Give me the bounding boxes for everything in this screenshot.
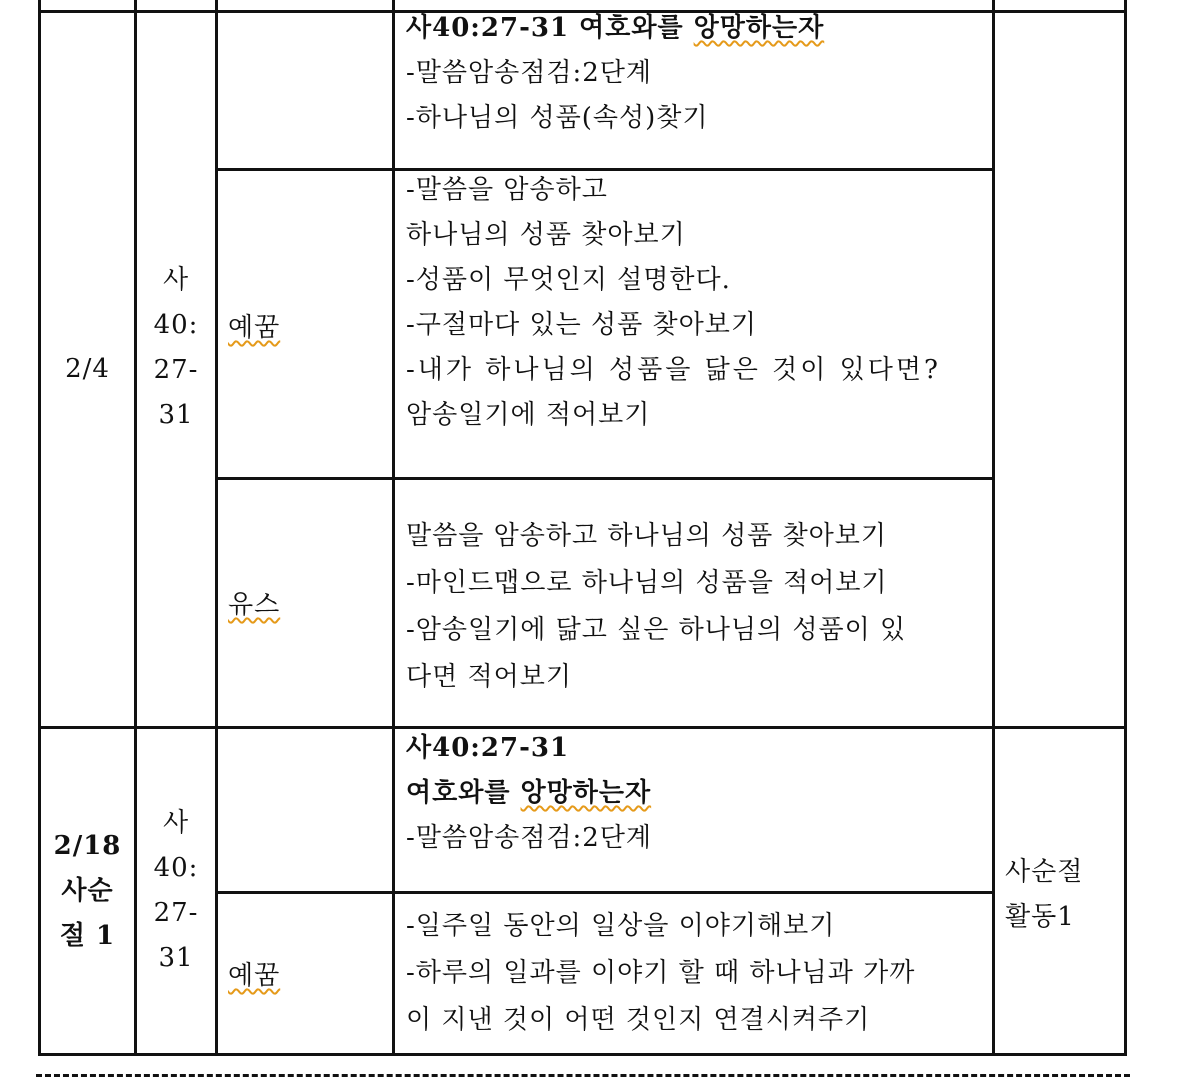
section-content	[406, 726, 986, 890]
column-divider	[392, 0, 395, 1056]
content-line: -말씀암송점검:2단계	[406, 823, 653, 853]
content-line: -내가 하나님의 성품을 닮은 것이 있다면?	[406, 355, 941, 385]
group-text: 예꿈	[228, 961, 281, 991]
content-line	[406, 6, 986, 51]
group-label	[228, 954, 378, 999]
content-line: 하나님의 성품 찾아보기	[406, 220, 686, 250]
section-divider	[215, 891, 995, 894]
group-text: 예꿈	[228, 313, 281, 343]
note-cell	[1005, 850, 1123, 950]
section-divider	[215, 477, 995, 480]
content-line: 사40:27-31	[406, 733, 570, 763]
content-line: -말씀암송점검:2단계	[406, 58, 653, 88]
content-text: 사40:27-31 여호와를	[406, 13, 694, 43]
column-divider	[992, 0, 995, 1056]
dashed-separator	[36, 1074, 1130, 1077]
row-passage	[137, 729, 215, 1053]
row-date	[41, 729, 134, 1053]
content-line: 다면 적어보기	[406, 662, 572, 692]
section-content	[406, 6, 986, 166]
content-line: -하나님의 성품(속성)찾기	[406, 103, 709, 133]
passage-line: 27-	[153, 898, 199, 928]
group-label	[228, 306, 378, 351]
content-line: -마인드맵으로 하나님의 성품을 적어보기	[406, 568, 888, 598]
passage-line: 31	[158, 943, 194, 973]
content-line: 말씀을 암송하고 하나님의 성품 찾아보기	[406, 521, 888, 551]
passage-line: 사	[162, 808, 190, 838]
date-line: 2/18	[53, 830, 122, 861]
row-date	[41, 13, 134, 726]
content-line: -성품이 무엇인지 설명한다.	[406, 265, 731, 295]
date-line: 절 1	[59, 920, 116, 951]
table-border-bottom	[38, 1053, 1127, 1056]
content-line: -하루의 일과를 이야기 할 때 하나님과 가까	[406, 958, 916, 988]
section-content	[406, 514, 978, 704]
group-label	[228, 583, 378, 628]
note-line: 활동1	[1005, 902, 1075, 932]
passage-line: 사	[162, 264, 190, 295]
section-content	[406, 904, 978, 1050]
passage-line: 31	[158, 399, 194, 430]
group-text: 유스	[228, 590, 281, 620]
date-text: 2/4	[65, 354, 110, 384]
content-line	[406, 771, 986, 816]
content-line: 암송일기에 적어보기	[406, 400, 651, 430]
content-line: 이 지낸 것이 어떤 것인지 연결시켜주기	[406, 1005, 871, 1035]
content-line: -암송일기에 닮고 싶은 하나님의 성품이 있	[406, 615, 907, 645]
column-divider	[215, 0, 218, 1056]
note-line: 사순절	[1005, 857, 1084, 887]
content-line: -말씀을 암송하고	[406, 175, 608, 205]
content-text: 앙망하는자	[520, 778, 652, 808]
content-line: -일주일 동안의 일상을 이야기해보기	[406, 911, 836, 941]
passage-line: 27-	[153, 354, 199, 385]
passage-line: 40:	[153, 853, 199, 883]
passage-line: 40:	[153, 309, 199, 340]
date-line: 사순	[61, 875, 114, 906]
section-content	[406, 168, 978, 468]
content-text: 여호와를	[406, 778, 521, 808]
content-text: 앙망하는자	[693, 13, 825, 43]
curriculum-table	[38, 0, 1127, 1056]
table-border-right	[1124, 0, 1127, 1056]
content-line: -구절마다 있는 성품 찾아보기	[406, 310, 757, 340]
row-passage	[137, 13, 215, 726]
